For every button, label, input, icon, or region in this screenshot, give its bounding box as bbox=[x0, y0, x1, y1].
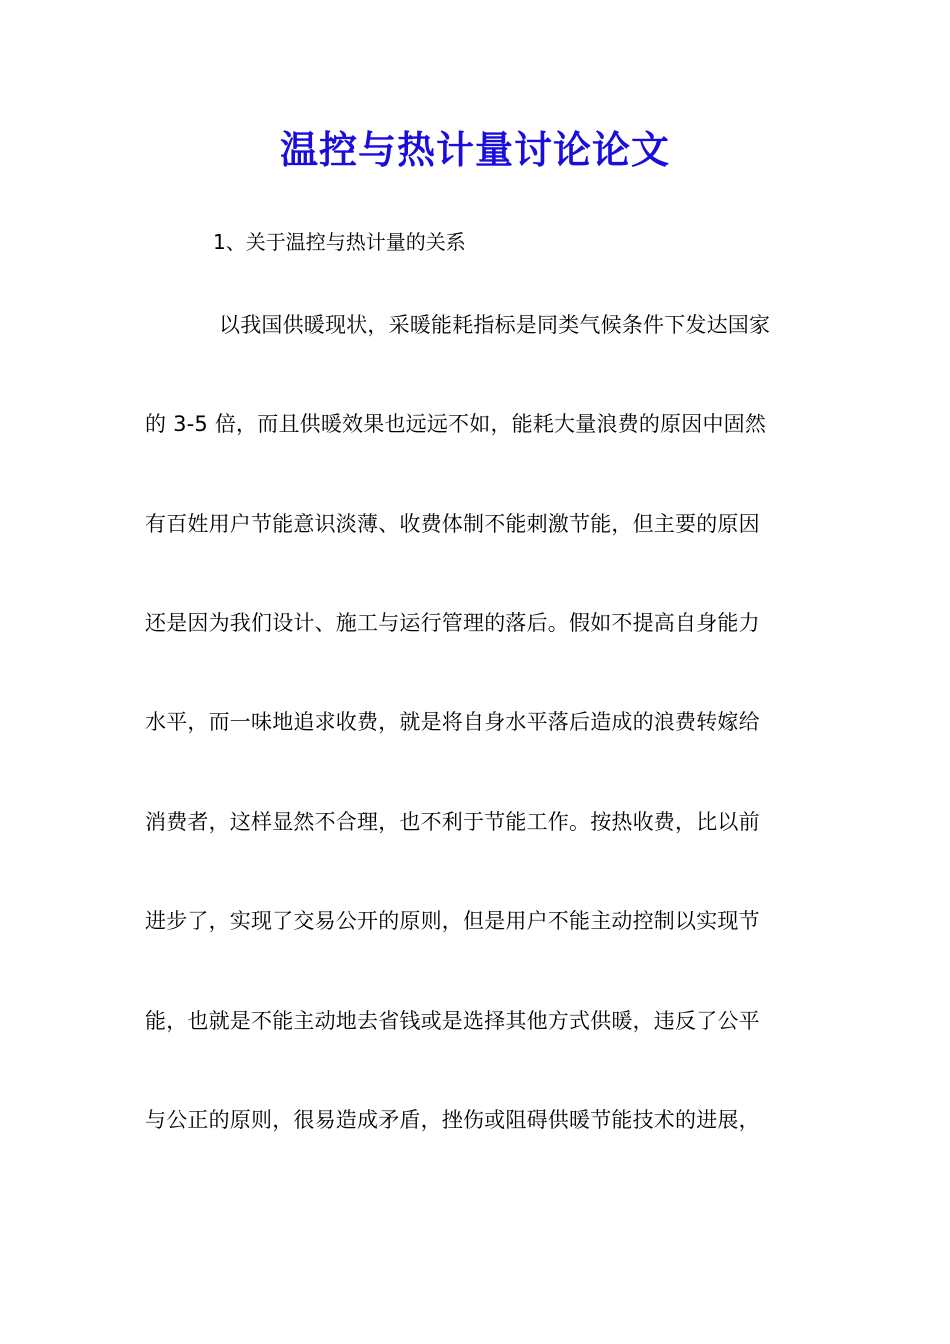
paragraph-line-4: 还是因为我们设计、施工与运行管理的落后。假如不提高自身能力 bbox=[145, 611, 760, 635]
paragraph-line-2: 的 3-5 倍，而且供暖效果也远远不如，能耗大量浪费的原因中固然 bbox=[145, 412, 767, 436]
document-title: 温控与热计量讨论论文 bbox=[279, 127, 670, 172]
paragraph-line-5: 水平，而一味地追求收费，就是将自身水平落后造成的浪费转嫁给 bbox=[145, 710, 760, 734]
paragraph-line-8: 能，也就是不能主动地去省钱或是选择其他方式供暖，违反了公平 bbox=[145, 1009, 760, 1033]
paragraph-line-3: 有百姓用户节能意识淡薄、收费体制不能刺激节能，但主要的原因 bbox=[145, 512, 760, 536]
paragraph-line-7: 进步了，实现了交易公开的原则，但是用户不能主动控制以实现节 bbox=[145, 909, 760, 933]
paragraph-line-9: 与公正的原则，很易造成矛盾，挫伤或阻碍供暖节能技术的进展， bbox=[145, 1108, 760, 1132]
paragraph-line-6: 消费者，这样显然不合理，也不利于节能工作。按热收费，比以前 bbox=[145, 810, 760, 834]
section-heading: 1、关于温控与热计量的关系 bbox=[213, 230, 466, 254]
paragraph-line-1: 以我国供暖现状，采暖能耗指标是同类气候条件下发达国家 bbox=[219, 313, 771, 337]
